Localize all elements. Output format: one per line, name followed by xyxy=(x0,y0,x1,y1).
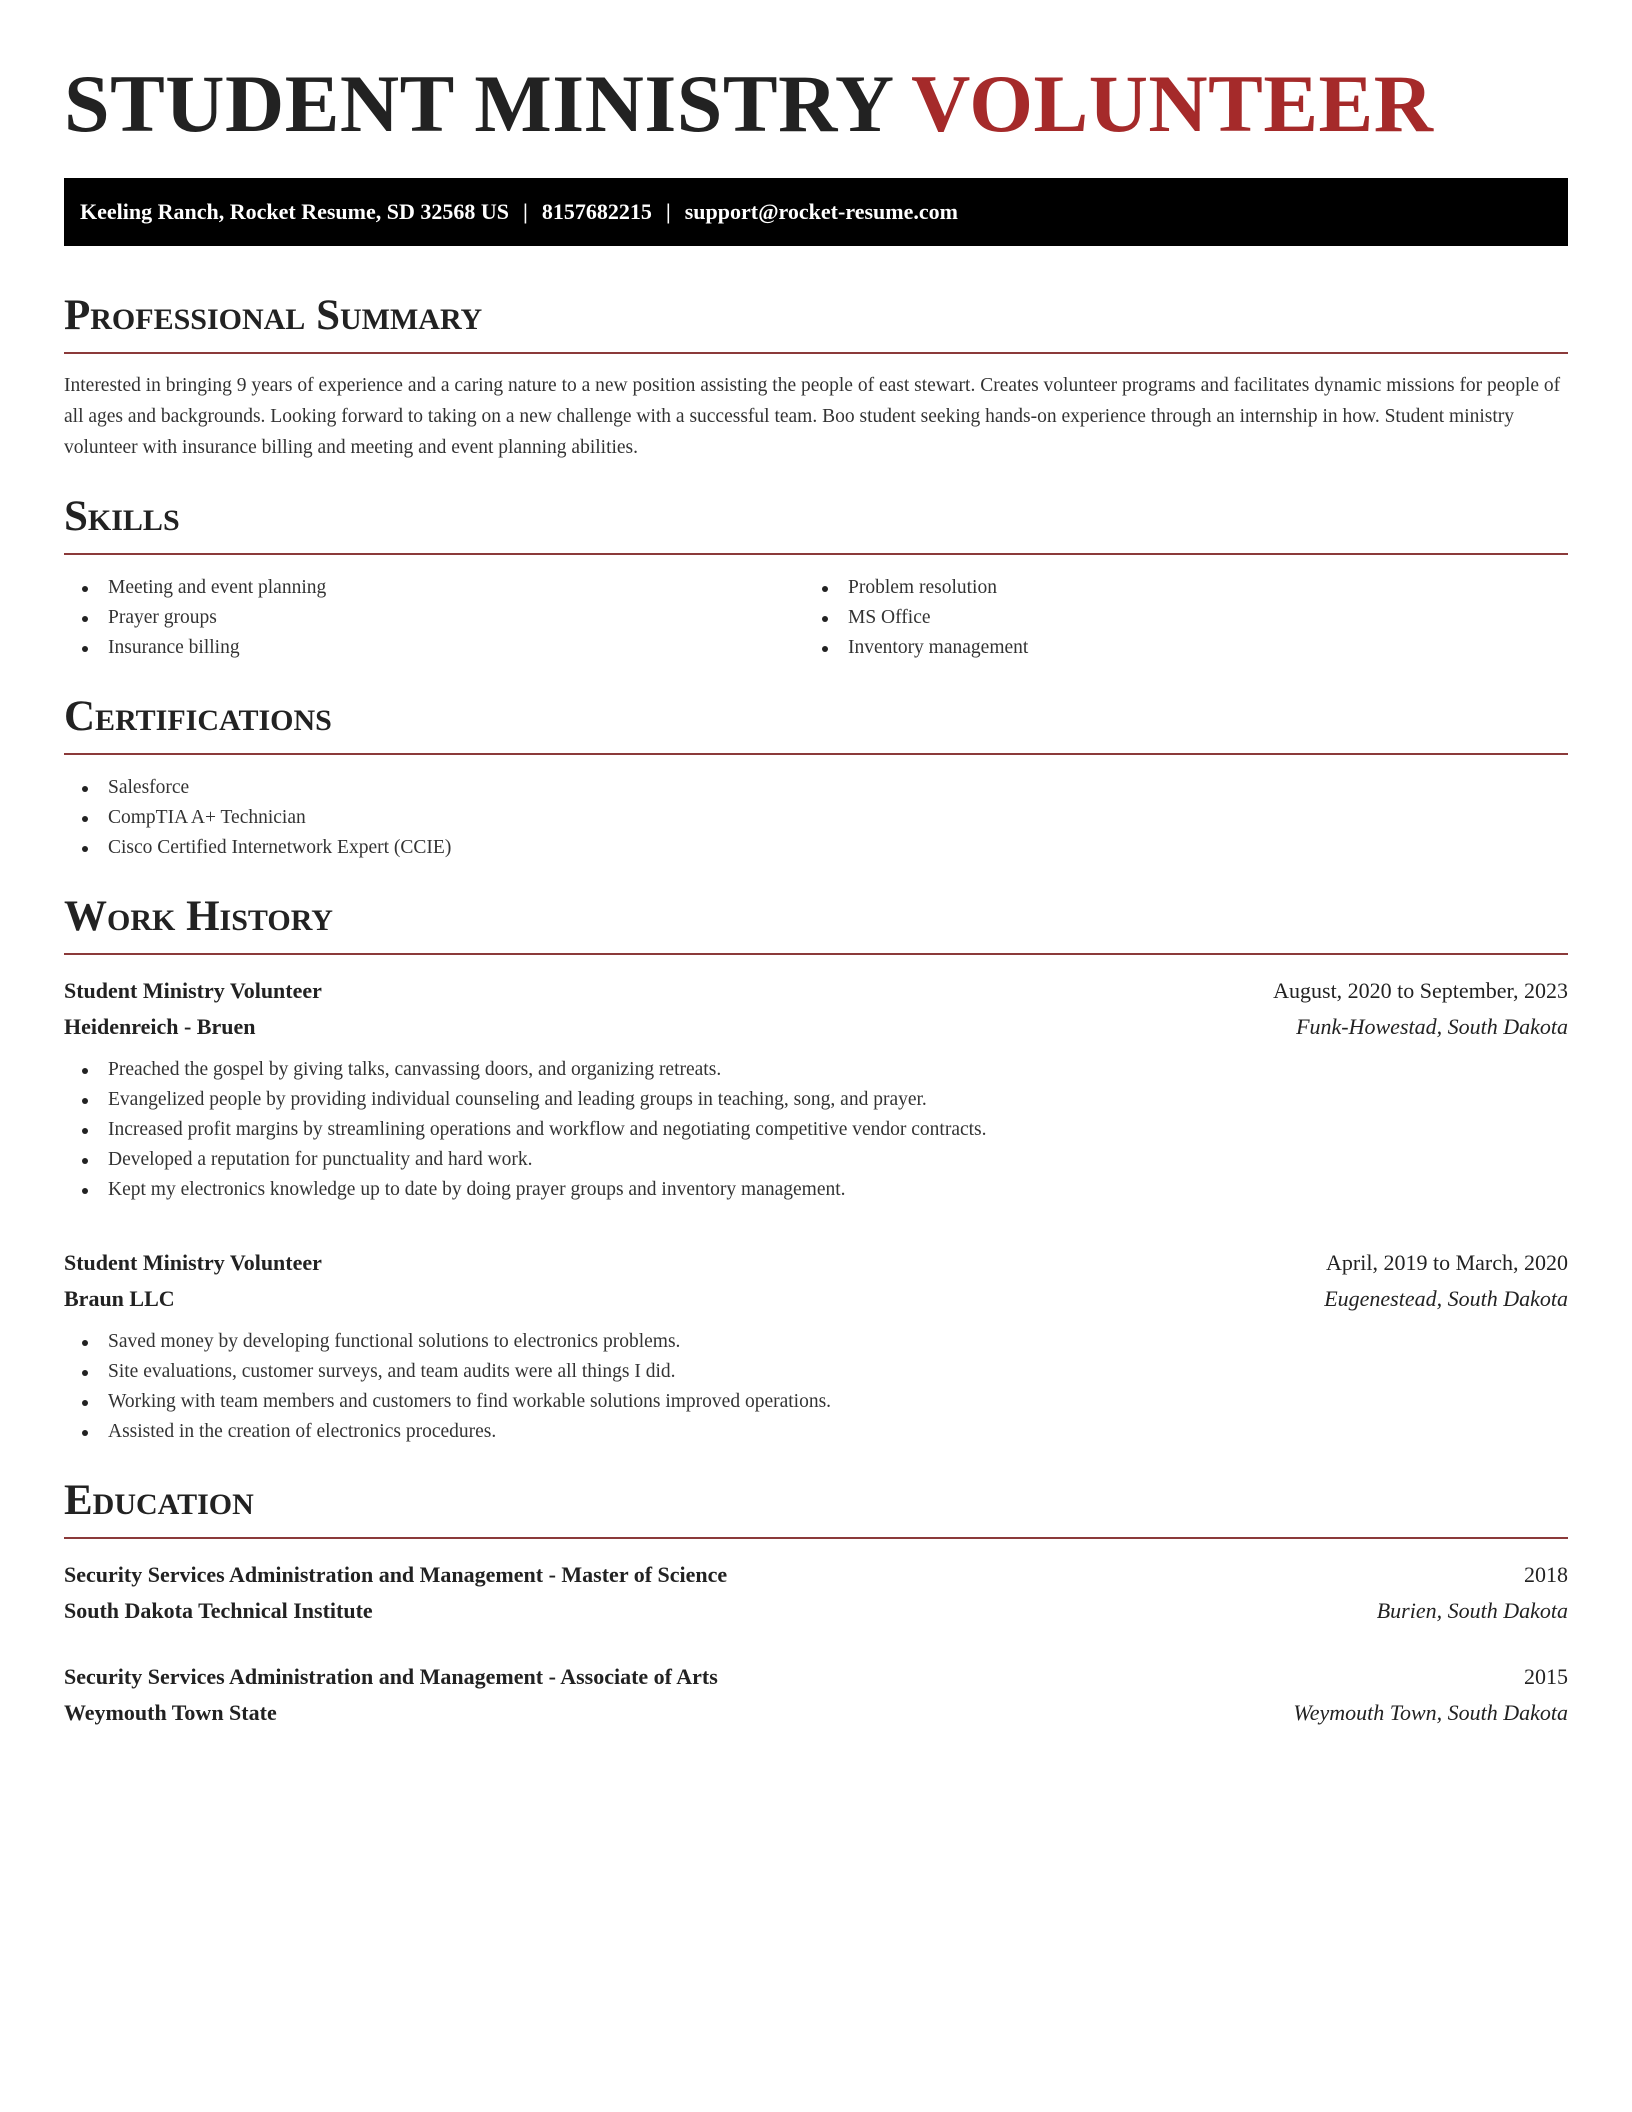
skill-item: Inventory management xyxy=(804,633,1544,663)
education-location: Burien, South Dakota xyxy=(1376,1598,1568,1623)
education-location: Weymouth Town, South Dakota xyxy=(1293,1700,1568,1725)
job-company-row xyxy=(64,1281,1568,1317)
education-school: South Dakota Technical Institute xyxy=(64,1598,373,1623)
job-company-row xyxy=(64,1009,1568,1045)
certification-item: Salesforce xyxy=(64,773,1568,803)
education-school-row xyxy=(64,1695,1568,1731)
skill-item: Insurance billing xyxy=(64,633,804,663)
job-bullet: Kept my electronics knowledge up to date by doing prayer groups and inventory management. xyxy=(64,1175,1568,1205)
job-location: Funk-Howestad, South Dakota xyxy=(1296,1014,1568,1039)
skills-list-left xyxy=(64,573,804,663)
job-bullet: Developed a reputation for punctuality and hard work. xyxy=(64,1145,1568,1175)
job-bullet: Preached the gospel by giving talks, canvassing doors, and organizing retreats. xyxy=(64,1055,1568,1085)
skills-grid xyxy=(64,555,1568,663)
education-entry xyxy=(64,1557,1568,1629)
work-history-section xyxy=(64,891,1568,1447)
job-entry xyxy=(64,1245,1568,1447)
job-bullets xyxy=(64,1327,1568,1447)
job-title: Student Ministry Volunteer xyxy=(64,978,322,1003)
name-main: STUDENT MINISTRY xyxy=(64,58,892,149)
job-header-row xyxy=(64,1245,1568,1281)
job-bullets xyxy=(64,1055,1568,1205)
section-title-summary: Professional Summary xyxy=(64,292,483,339)
job-company: Braun LLC xyxy=(64,1286,175,1311)
education-degree: Security Services Administration and Management - Associate of Arts xyxy=(64,1664,718,1689)
resume-name xyxy=(64,0,1568,150)
job-location: Eugenestead, South Dakota xyxy=(1324,1286,1568,1311)
certification-item: CompTIA A+ Technician xyxy=(64,803,1568,833)
certifications-list xyxy=(64,773,1568,863)
education-school: Weymouth Town State xyxy=(64,1700,277,1725)
job-header-row xyxy=(64,973,1568,1009)
education-degree-row xyxy=(64,1659,1568,1695)
contact-phone: 8157682215 xyxy=(541,199,652,224)
education-degree-row xyxy=(64,1557,1568,1593)
summary-section xyxy=(64,290,1568,463)
section-divider xyxy=(64,352,1568,354)
job-bullet: Evangelized people by providing individual counseling and leading groups in teaching, song, and prayer. xyxy=(64,1085,1568,1115)
contact-address: Keeling Ranch, Rocket Resume, SD 32568 US xyxy=(80,199,509,224)
job-bullet: Saved money by developing functional solutions to electronics problems. xyxy=(64,1327,1568,1357)
section-title-work-history: Work History xyxy=(64,893,333,940)
education-year: 2015 xyxy=(1524,1664,1568,1689)
section-divider xyxy=(64,1537,1568,1539)
skill-item: MS Office xyxy=(804,603,1544,633)
job-dates: April, 2019 to March, 2020 xyxy=(1326,1250,1568,1275)
job-bullet: Increased profit margins by streamlining operations and workflow and negotiating competitive vendor contracts. xyxy=(64,1115,1568,1145)
skill-item: Prayer groups xyxy=(64,603,804,633)
skills-section xyxy=(64,491,1568,663)
certifications-section xyxy=(64,691,1568,863)
education-section xyxy=(64,1475,1568,1731)
job-bullet: Site evaluations, customer surveys, and team audits were all things I did. xyxy=(64,1357,1568,1387)
job-bullet: Assisted in the creation of electronics procedures. xyxy=(64,1417,1568,1447)
job-bullet: Working with team members and customers to find workable solutions improved operations. xyxy=(64,1387,1568,1417)
skill-item: Problem resolution xyxy=(804,573,1544,603)
education-degree: Security Services Administration and Management - Master of Science xyxy=(64,1562,728,1587)
education-year: 2018 xyxy=(1524,1562,1568,1587)
name-accent: VOLUNTEER xyxy=(911,58,1434,149)
education-entry xyxy=(64,1659,1568,1731)
section-divider xyxy=(64,953,1568,955)
contact-separator: | xyxy=(523,199,528,224)
section-title-education: Education xyxy=(64,1477,254,1524)
skills-list-right xyxy=(804,573,1544,663)
job-entry xyxy=(64,973,1568,1205)
summary-text: Interested in bringing 9 years of experience and a caring nature to a new position assisting the people of east stewart. Creates volunteer programs and facilitates dynamic missions for people of all ages and backgrounds. Looking forward to taking on a new challenge with a successful team. Boo student seeking hands-on experience through an internship in how. Student ministry volunteer with insurance billing and meeting and event planning abilities. xyxy=(64,375,1561,458)
education-school-row xyxy=(64,1593,1568,1629)
skill-item: Meeting and event planning xyxy=(64,573,804,603)
contact-separator: | xyxy=(665,199,671,224)
section-divider xyxy=(64,753,1568,755)
certification-item: Cisco Certified Internetwork Expert (CCIE) xyxy=(64,833,1568,863)
contact-email[interactable]: support@rocket-resume.com xyxy=(684,199,958,224)
job-company: Heidenreich - Bruen xyxy=(64,1014,256,1039)
job-title: Student Ministry Volunteer xyxy=(64,1250,322,1275)
contact-bar xyxy=(64,178,1568,246)
section-title-skills: Skills xyxy=(64,493,180,540)
section-title-certifications: Certifications xyxy=(64,693,332,740)
job-dates: August, 2020 to September, 2023 xyxy=(1273,978,1568,1003)
